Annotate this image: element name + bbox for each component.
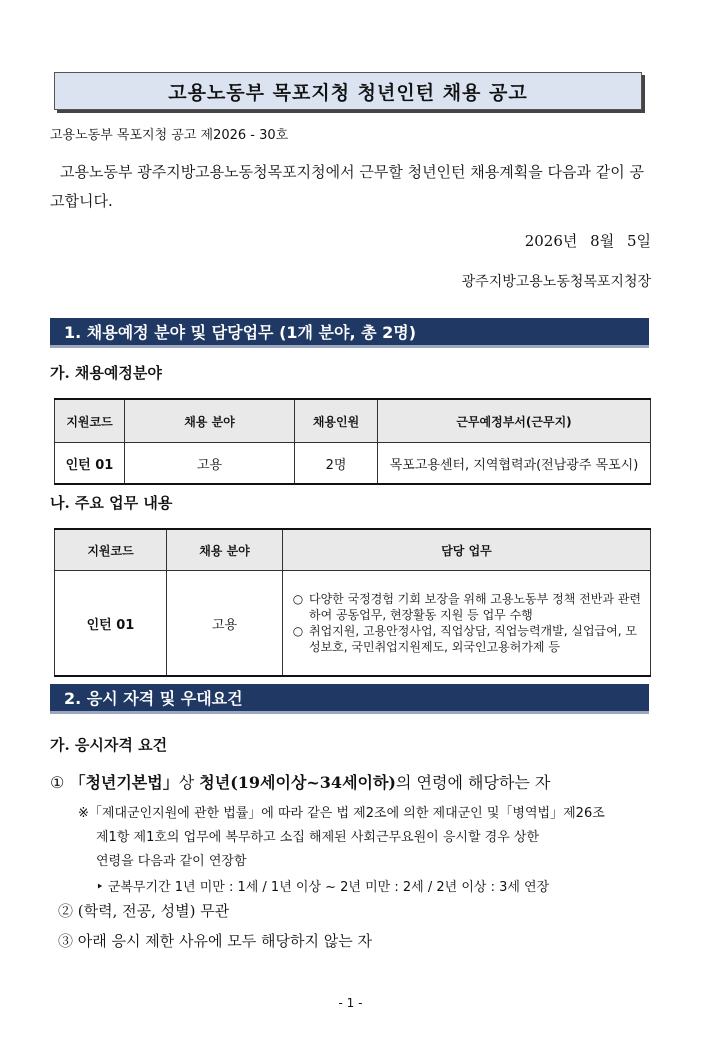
- table-header-row: [55, 529, 651, 571]
- note-mark: ※: [78, 806, 89, 821]
- page-title: 고용노동부 목포지청 청년인턴 채용 공고: [54, 72, 642, 110]
- page-number: - 1 -: [338, 996, 363, 1010]
- duty-text: 취업지원, 고용안정사업, 직업상담, 직업능력개발, 실업급여, 모성보호, 국민취업지원제도, 외국인고용허가제 등: [309, 624, 637, 654]
- duty-text: 다양한 국정경험 기회 보장을 위해 고용노동부 정책 전반과 관련하여 공동업무, 현장활동 지원 등 업무 수행: [309, 592, 641, 622]
- military-service-rule: [96, 876, 549, 895]
- qualification-text: 상: [178, 773, 195, 792]
- table-cell: 인턴 01: [55, 571, 167, 677]
- table-header: 채용인원: [295, 399, 378, 443]
- qualification-item-2: ② (학력, 전공, 성별) 무관: [58, 902, 230, 920]
- table-cell: 목포고용센터, 지역협력과(전남광주 목포시): [378, 443, 651, 485]
- table-header: 근무예정부서(근무지): [378, 399, 651, 443]
- qualification-item-3: ③ 아래 응시 제한 사유에 모두 해당하지 않는 자: [58, 932, 372, 950]
- table-header: 채용 분야: [125, 399, 295, 443]
- age-extension-note: [78, 802, 653, 874]
- duty-item: [287, 623, 648, 655]
- table-row: [55, 443, 651, 485]
- table-header: 담당 업무: [283, 529, 651, 571]
- section-1-header: 1. 채용예정 분야 및 담당업무 (1개 분야, 총 2명): [50, 318, 649, 348]
- table-cell: 고용: [125, 443, 295, 485]
- table-header: 지원코드: [55, 399, 125, 443]
- item-number: ①: [50, 773, 65, 792]
- circle-marker: ○: [292, 624, 304, 638]
- notice-number: 고용노동부 목포지청 공고 제2026 - 30호: [50, 128, 289, 143]
- section-2-header: 2. 응시 자격 및 우대요건: [50, 684, 649, 714]
- note-line: 연령을 다음과 같이 연장함: [96, 854, 247, 869]
- issuer: 광주지방고용노동청목포지청장: [461, 274, 651, 290]
- table-cell: 고용: [167, 571, 283, 677]
- table-cell: 인턴 01: [55, 443, 125, 485]
- table-header-row: [55, 399, 651, 443]
- table-cell: 2명: [295, 443, 378, 485]
- section-1-sub-a: 가. 채용예정분야: [50, 364, 162, 382]
- section-1-sub-b: 나. 주요 업무 내용: [50, 494, 173, 512]
- youth-age: 청년(19세이상~34세이하): [199, 773, 397, 792]
- table-header: 채용 분야: [167, 529, 283, 571]
- note-line: 제1항 제1호의 업무에 복무하고 소집 해제된 사회근무요원이 응시할 경우 상한: [96, 830, 540, 845]
- recruitment-table: [54, 398, 651, 485]
- circle-marker: ○: [292, 592, 304, 606]
- note-text: 「제대군인지원에 관한 법률」에 따라 같은 법 제2조에 의한 제대군인 및「병역법」제26조: [88, 806, 605, 821]
- notice-date: 2026년 8월 5일: [524, 232, 651, 250]
- qualification-text: 의 연령에 해당하는 자: [396, 773, 551, 792]
- triangle-bullet-icon: ‣: [96, 880, 104, 895]
- duties-table: [54, 528, 651, 677]
- table-row: [55, 571, 651, 677]
- table-header: 지원코드: [55, 529, 167, 571]
- law-name: 「청년기본법」: [69, 773, 179, 792]
- intro-paragraph: 고용노동부 광주지방고용노동청목포지청에서 근무할 청년인턴 채용계획을 다음과 같이 공고합니다.: [50, 163, 645, 210]
- note-line: [78, 802, 653, 826]
- rule-text: 군복무기간 1년 미만 : 1세 / 1년 이상 ~ 2년 미만 : 2세 / 2년 이상 : 3세 연장: [107, 880, 550, 895]
- duty-item: [287, 591, 648, 623]
- duties-cell: [283, 571, 651, 677]
- section-2-sub-a: 가. 응시자격 요건: [50, 736, 168, 754]
- qualification-item-1: [50, 770, 550, 793]
